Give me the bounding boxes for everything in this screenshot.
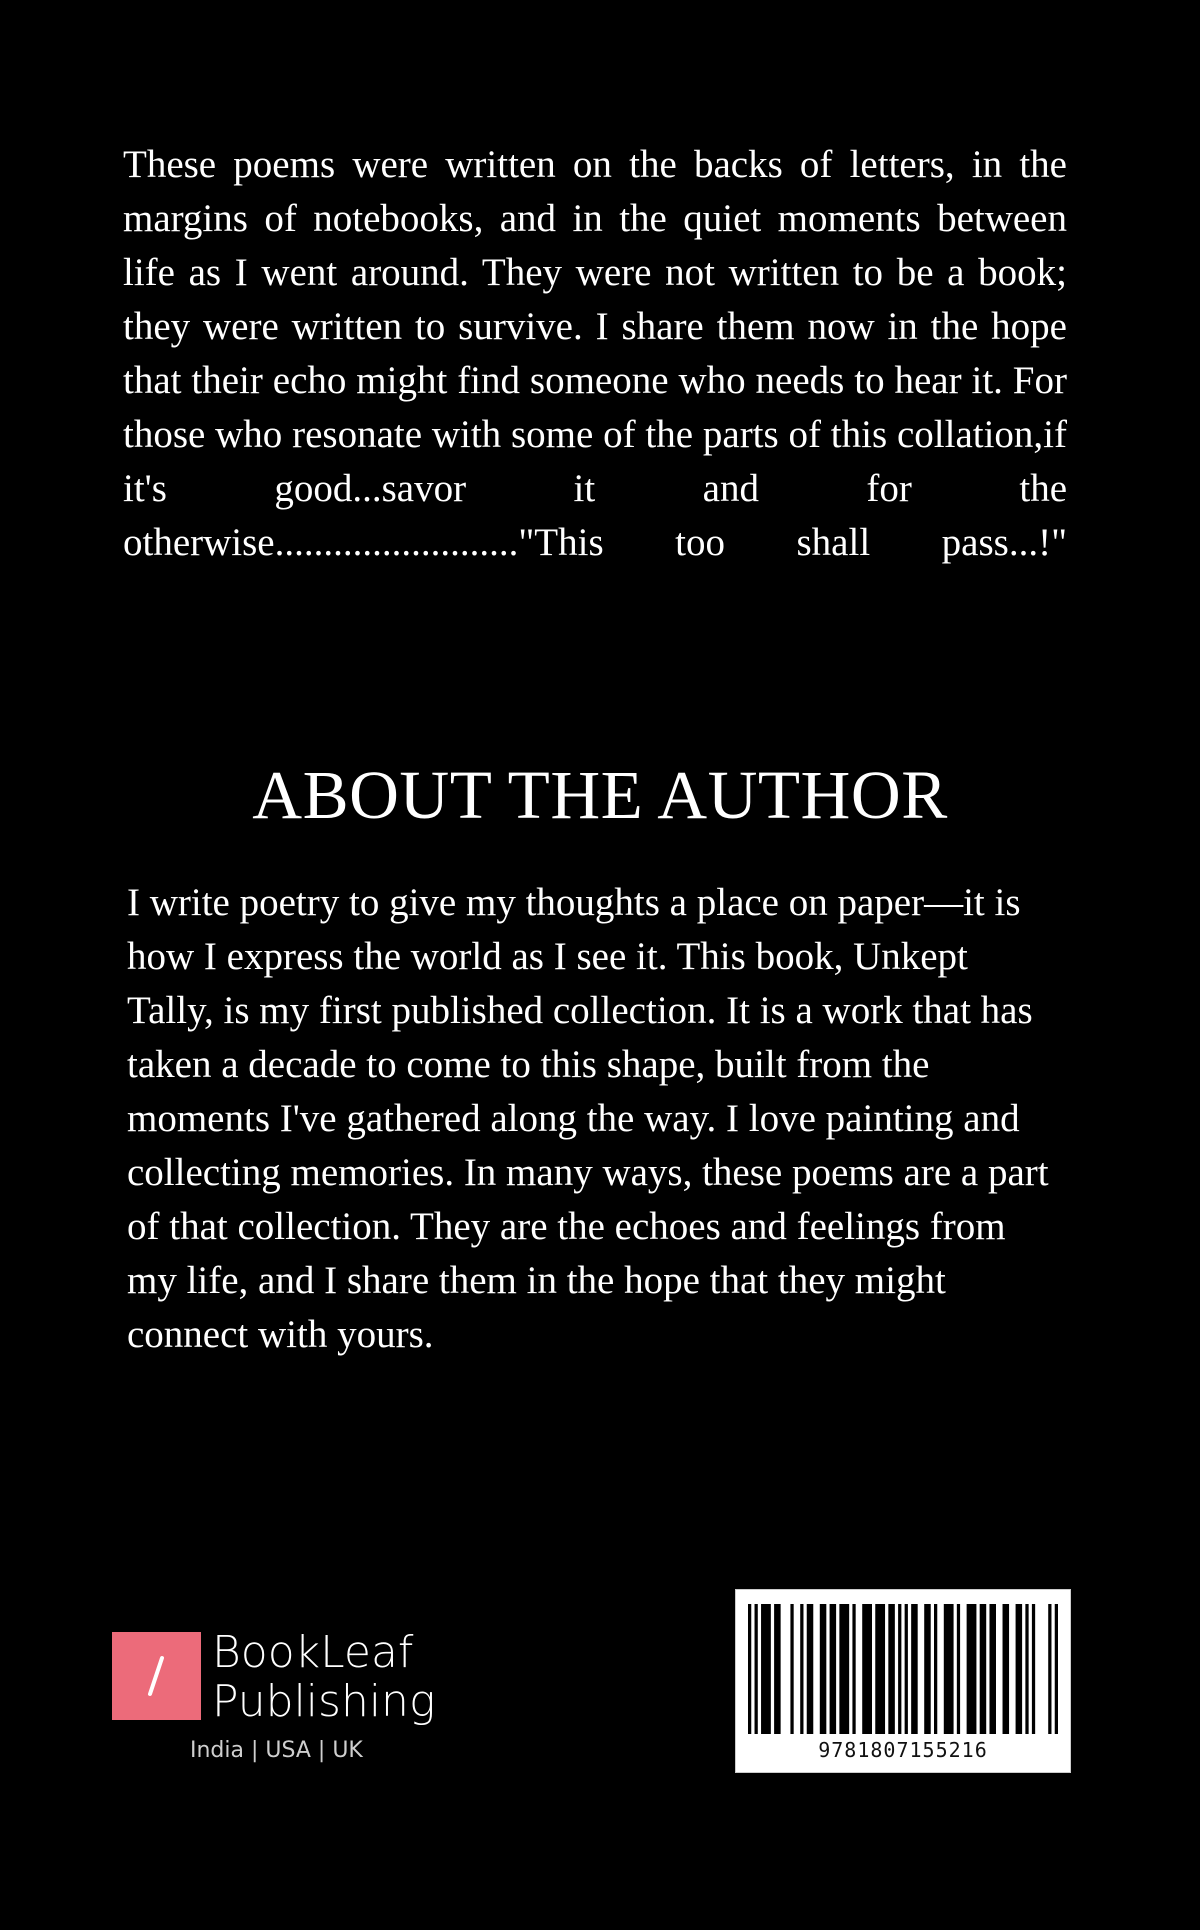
barcode-bar xyxy=(1003,1604,1010,1734)
barcode-bar xyxy=(944,1604,954,1734)
barcode-bar xyxy=(774,1604,781,1734)
barcode-bar xyxy=(934,1604,937,1734)
barcode-bar xyxy=(761,1604,771,1734)
publisher-regions: India | USA | UK xyxy=(190,1738,363,1763)
isbn-number: 9781807155216 xyxy=(818,1738,988,1762)
barcode-bar xyxy=(911,1604,918,1734)
publisher-logo xyxy=(112,1628,472,1778)
barcode-bar xyxy=(820,1604,827,1734)
barcode-bar xyxy=(830,1604,837,1734)
barcode-bar xyxy=(1025,1604,1028,1734)
barcode-bar xyxy=(898,1604,901,1734)
barcode-bar xyxy=(790,1604,793,1734)
barcode-bar xyxy=(852,1604,855,1734)
author-bio: I write poetry to give my thoughts a place on paper—it is how I express the world as I see it. This book, Unkept Tally, is my first published collection. It is a work that has taken a decade to come to this shape, built from the moments I've gathered along the way. I love painting and collecting memories. In many ways, these poems are a part of that collection. They are the echoes and feelings from my life, and I share them in the hope that they might connect with yours. xyxy=(127,881,1049,1356)
barcode-bar xyxy=(1016,1604,1023,1734)
barcode-bar xyxy=(800,1604,803,1734)
barcode-bar xyxy=(862,1604,872,1734)
barcode-bar xyxy=(957,1604,960,1734)
publisher-name xyxy=(212,1628,435,1726)
barcode-bar xyxy=(1055,1604,1058,1734)
barcode-icon xyxy=(748,1604,1058,1734)
barcode-bar xyxy=(1032,1604,1035,1734)
barcode-bar xyxy=(980,1604,987,1734)
isbn-barcode xyxy=(735,1589,1071,1773)
barcode-bar xyxy=(748,1604,751,1734)
slash-mark-icon xyxy=(112,1632,201,1720)
barcode-bar xyxy=(755,1604,758,1734)
publisher-name-line-1: BookLeaf xyxy=(212,1627,414,1678)
barcode-bar xyxy=(839,1604,849,1734)
barcode-bar xyxy=(1048,1604,1051,1734)
barcode-bar xyxy=(905,1604,908,1734)
about-the-author-heading: ABOUT THE AUTHOR xyxy=(252,757,948,833)
barcode-bar xyxy=(989,1604,996,1734)
barcode-bar xyxy=(875,1604,885,1734)
publisher-name-line-2: Publishing xyxy=(212,1676,436,1727)
back-cover-blurb: These poems were written on the backs of letters, in the margins of notebooks, and in the quiet moments between life as I went around. They were not written to be a book; they were written to survive. I share them now in the hope that their echo might find someone who needs to hear it. For those who resonate with some of the parts of this collation,if it's good...savor it and for the otherwise........................."This too shall pass...!" xyxy=(123,143,1067,564)
barcode-bar xyxy=(967,1604,977,1734)
barcode-bar xyxy=(924,1604,931,1734)
barcode-bar xyxy=(888,1604,895,1734)
barcode-bar xyxy=(807,1604,814,1734)
